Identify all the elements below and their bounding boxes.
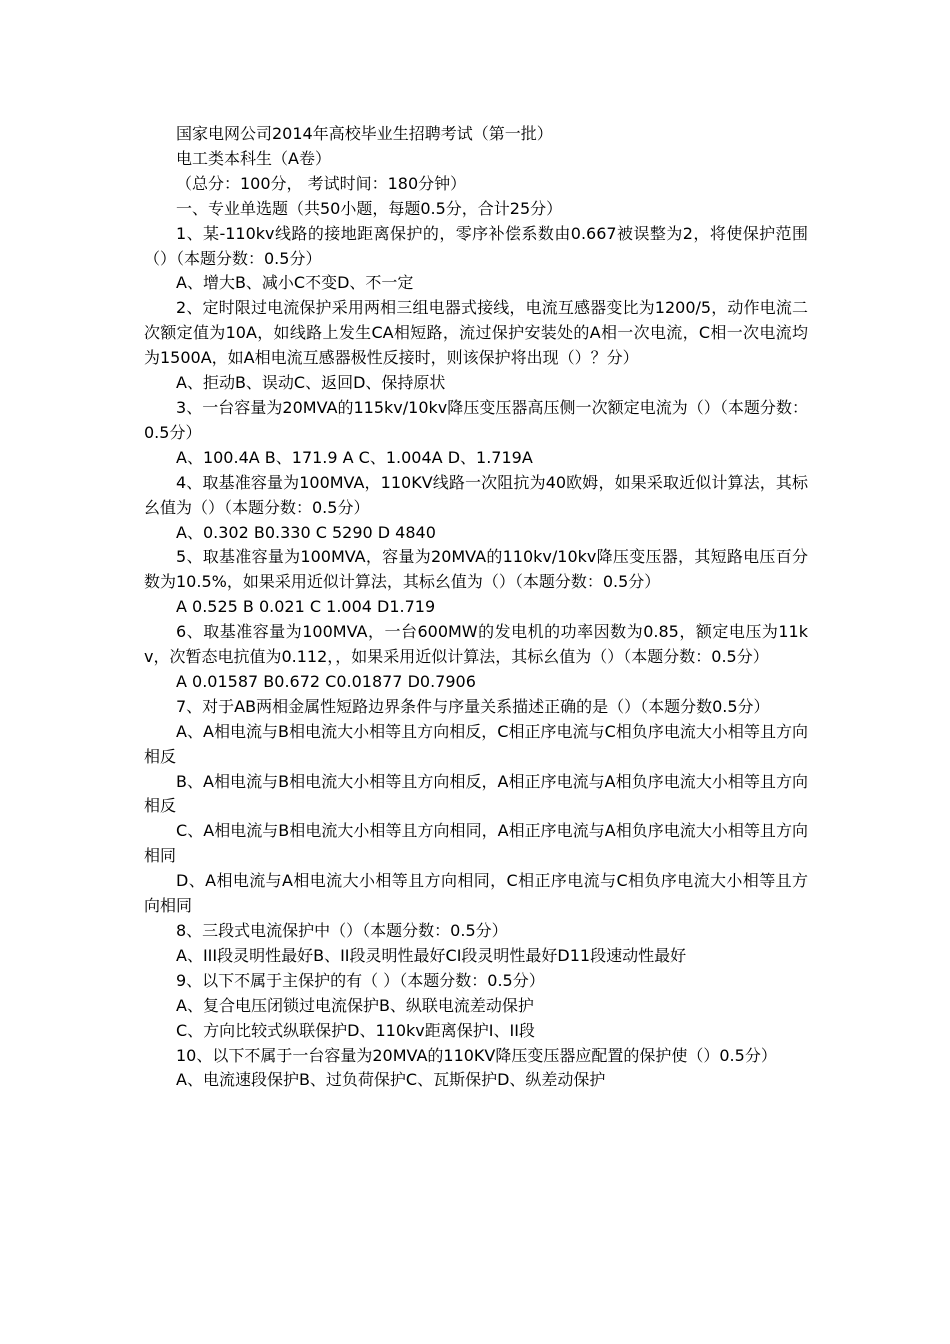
question-options: A、III段灵明性最好B、II段灵明性最好CI段灵明性最好D11段速动性最好: [176, 945, 687, 965]
question-options: A、电流速段保护B、过负荷保护C、瓦斯保护D、纵差动保护: [176, 1070, 606, 1090]
question-stem: 3、一台容量为20MVA的115kv/10kv降压变压器高压侧一次额定电流为（）（本题分数：0.5分）: [144, 397, 808, 442]
exam-info: （总分：100分， 考试时间：180分钟）: [176, 173, 467, 193]
question-options: A、增大B、减小C不变D、不一定: [176, 273, 414, 293]
document-page: [144, 122, 808, 1093]
section-heading: 一、专业单选题（共50小题，每题0.5分，合计25分）: [176, 198, 563, 218]
question-option: C、A相电流与B相电流大小相等且方向相同，A相正序电流与A相负序电流大小相等且方向相同: [144, 821, 808, 866]
question-stem: 6、取基准容量为100MVA，一台600MW的发电机的功率因数为0.85，额定电压为11kv，次暂态电抗值为0.112，，如果采用近似计算法，其标幺值为（）（本题分数：0.5分）: [144, 622, 808, 667]
question-stem: 4、取基准容量为100MVA，110KV线路一次阻抗为40欧姆，如果采取近似计算法，其标幺值为（）（本题分数：0.5分）: [144, 472, 808, 517]
question-option: A、A相电流与B相电流大小相等且方向相反，C相正序电流与C相负序电流大小相等且方向相反: [144, 721, 808, 766]
question-option: B、A相电流与B相电流大小相等且方向相反，A相正序电流与A相负序电流大小相等且方向相反: [144, 771, 808, 816]
question-stem: 7、对于AB两相金属性短路边界条件与序量关系描述正确的是（）（本题分数0.5分）: [176, 696, 770, 716]
question-options: C、方向比较式纵联保护D、110kv距离保护I、II段: [176, 1020, 535, 1040]
question-options: A 0.01587 B0.672 C0.01877 D0.7906: [176, 671, 476, 691]
question-options: A、拒动B、误动C、返回D、保持原状: [176, 373, 446, 393]
question-options: A、100.4A B、171.9 A C、1.004A D、1.719A: [176, 447, 533, 467]
question-option: D、A相电流与A相电流大小相等且方向相同，C相正序电流与C相负序电流大小相等且方向相同: [144, 871, 808, 916]
document-title: 国家电网公司2014年高校毕业生招聘考试（第一批）: [176, 124, 553, 143]
document-subtitle: 电工类本科生（A卷）: [176, 148, 331, 168]
question-options: A 0.525 B 0.021 C 1.004 D1.719: [176, 597, 436, 617]
question-stem: 8、三段式电流保护中（）（本题分数：0.5分）: [176, 921, 508, 940]
question-stem: 1、某-110kv线路的接地距离保护的，零序补偿系数由0.667被误整为2，将使保护范围（）（本题分数：0.5分）: [144, 223, 808, 268]
question-options: A、0.302 B0.330 C 5290 D 4840: [176, 522, 436, 542]
question-stem: 10、以下不属于一台容量为20MVA的110KV降压变压器应配置的保护使（）0.5分）: [176, 1045, 777, 1065]
question-stem: 9、以下不属于主保护的有（ ）（本题分数：0.5分）: [176, 970, 545, 990]
question-stem: 2、定时限过电流保护采用两相三组电器式接线，电流互感器变比为1200/5，动作电流二次额定值为10A，如线路上发生CA相短路，流过保护安装处的A相一次电流，C相一次电流均为1500A，如A相电流互感器极性反接时，则该保护将出现（）？分）: [144, 298, 808, 368]
question-stem: 5、取基准容量为100MVA，容量为20MVA的110kv/10kv降压变压器，其短路电压百分数为10.5%，如果采用近似计算法，其标幺值为（）（本题分数：0.5分）: [144, 547, 808, 592]
question-options: A、复合电压闭锁过电流保护B、纵联电流差动保护: [176, 995, 534, 1015]
